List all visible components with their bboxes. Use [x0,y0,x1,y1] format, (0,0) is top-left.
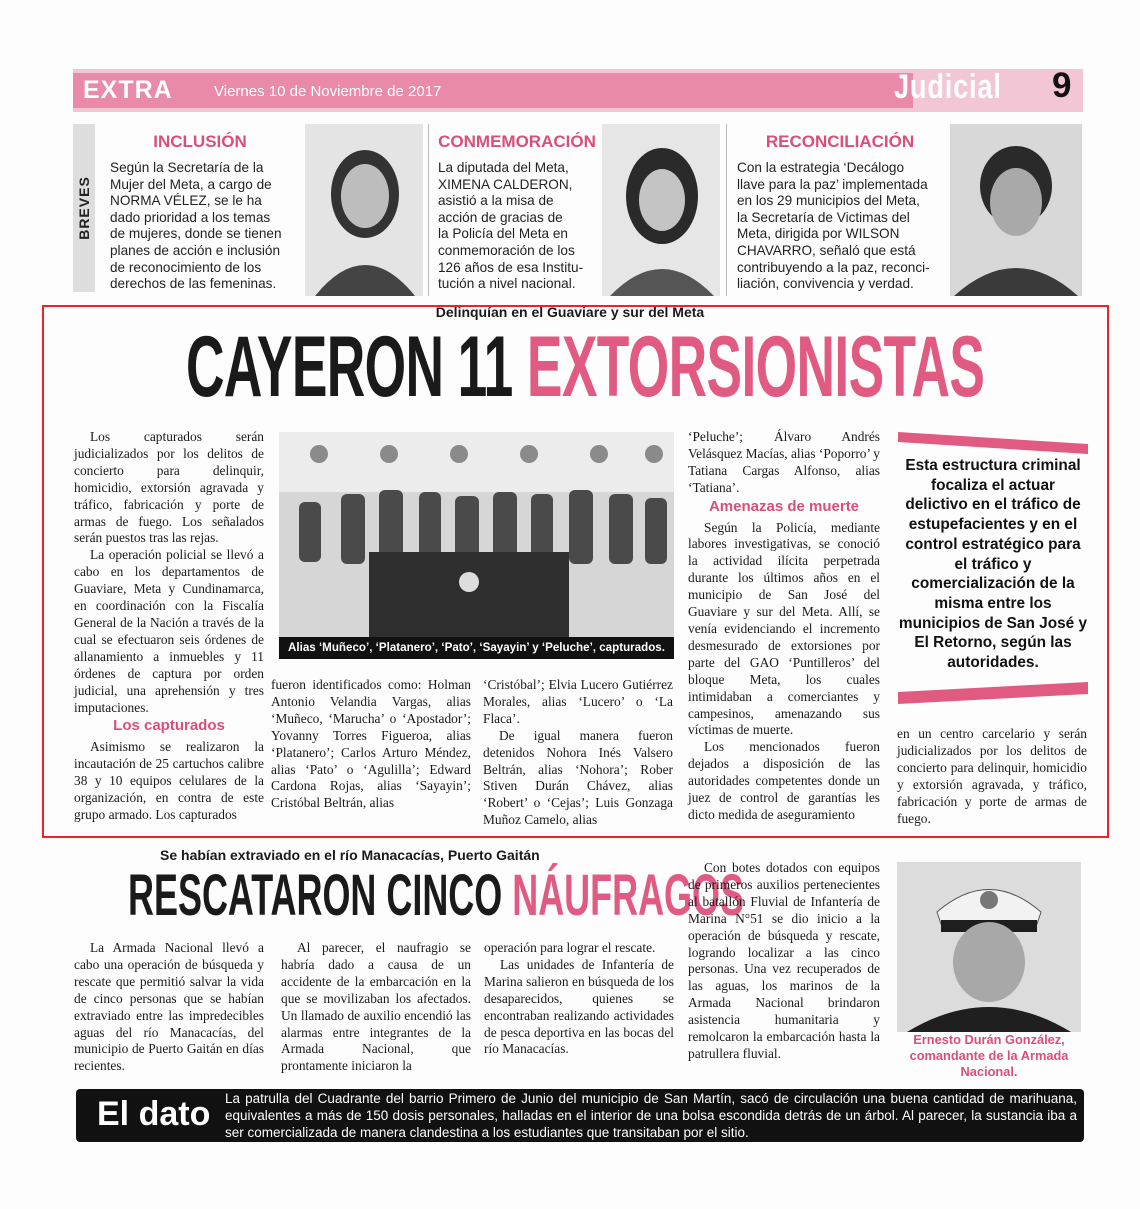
article-column-5: en un centro carcelario y serán judicializados por los delitos de concierto para delinquir, homicidio y extorsión agravada, y tráfico, fabricación y porte de armas de fuego. [897,726,1087,826]
article2-kicker: Se habían extraviado en el río Manacacías, Puerto Gaitán [160,847,540,863]
article-column-3: ‘Cristóbal’; Elvia Lucero Gutiérrez Morales, alias ‘Lucero’ o ‘La Flaca’. De igual manera fueron detenidos Nohora Inés Valsero Beltrán, alias ‘Nohora’; Rober Stiven Durán Chávez, alias ‘Robert’ o ‘Cejas’; Luis Gonzaga Muñoz Camelo, alias [483,677,673,828]
portrait-norma-velez [305,124,423,296]
el-dato-text: La patrulla del Cuadrante del barrio Primero de Junio del municipio de San Martín, sacó de circulación una buena cantidad de marihuana, equivalentes a más de 150 dosis personales, halladas en el interior de una bolsa escondida detrás de un árbol. Al parecer, la sustancia iba a ser comercializada de manera clandestina a los estudiantes que transitaban por el sitio. [225,1091,1077,1140]
article2-column-3: operación para lograr el rescate. Las unidades de Infantería de Marina salieron en búsqueda de los desaparecidos, quienes se encontraban realizando actividades de pesca deportiva en las bocas del río Manacacías. [484,940,674,1057]
subheading-capturados: Los capturados [113,717,225,735]
officer-caption: Ernesto Durán González, comandante de la Armada Nacional. [909,1032,1069,1079]
article2-column-1: La Armada Nacional llevó a cabo una operación de búsqueda y rescate que permitió salvar la vida de cinco personas que se habían extraviado entre las impredecibles aguas del río Manacacías, del municipio de Puerto Gaitán en días recientes. [74,940,264,1074]
issue-date: Viernes 10 de Noviembre de 2017 [214,83,442,100]
pull-quote [898,432,1088,712]
brief-title-conmemoracion: CONMEMORACIÓN [438,132,596,151]
brief-text-inclusion: Según la Secretaría de la Mujer del Meta, a cargo de NORMA VÉLEZ, se le ha dado prioridad a los temas de mujeres, donde se tienen planes de acción e inclusión de reconocimiento de los derechos de las femeninas. [110,160,282,292]
brief-title-reconciliacion: RECONCILIACIÓN [765,132,915,151]
pull-quote-text: Esta estructura criminal focaliza el actuar delictivo en el tráfico de estupefacientes y en el control estratégico para el tráfico y comercialización de la misma entre los municipios de San José y El Retorno, según las autoridades. [898,457,1088,672]
portrait-ximena-calderon [602,124,720,296]
divider [428,124,429,296]
article-column-1: Los capturados serán judicializados por los delitos de concierto para delinquir, homicidio, extorsión agravada y tráfico, fabricación y porte de armas de fuego. Los señalados serán puestos tras las rejas. La operación policial se llevó a cabo en los departamentos de Guaviare, Meta y Cundinamarca, en coordinación con la Fiscalía General de la Nación a través de la cual se efectuaron seis órdenes de allanamiento a inmuebles y 11 órdenes de captura por orden judicial, una aprehensión y tres imputaciones. Los capturados Asimismo se realizaron la incautación de 25 cartuchos calibre 38 y 10 equipos celulares de la organización, en contra de este grupo armado. Los capturados [74,429,264,822]
article2-column-2: Al parecer, el naufragio se habría dado a causa de un accidente de la embarcación en la que se movilizaban los afectados. Un llamado de auxilio encendió las alarmas entre integrantes de la Armada Nacional, que prontamente iniciaron la [281,940,471,1074]
divider [726,124,727,296]
article-column-4: ‘Peluche’; Álvaro Andrés Velásquez Macías, alias ‘Poporro’ y Tatiana Cargas Alfonso, alias ‘Tatiana’. Amenazas de muerte Según la Policía, mediante labores investigativas, se conoció la actividad ilícita perpetrada durante los últimos años en el municipio de San José del Guaviare y sur del Meta. Allí, se venía evidenciando el incremento desmesurado de extorsiones por parte del GAO ‘Puntilleros’ del bloque Meta, los cuales intimidaban a comerciantes y campesinos, amenazando sus víctimas de muerte. Los mencionados fueron dejados a disposición de las autoridades competentes donde un juez de control de garantías les dicto medida de aseguramiento [688,429,880,822]
subheading-amenazas: Amenazas de muerte [708,497,860,515]
breves-label: BREVES [73,124,95,292]
newspaper-logo: EXTRA [83,76,173,104]
article2-column-4: Con botes dotados con equipos de primeros auxilios pertenecientes al batallón Fluvial de Infantería de Marina N°51 se dio inicio a la operación de búsqueda y rescate, logrando localizar a las cinco personas. Una vez recuperados de las aguas, los marinos de la Armada Nacional brindaron asistencia humanitaria y remolcaron la embarcación hasta la patrullera fluvial. [688,860,880,1061]
officer-portrait [897,862,1081,1032]
brief-text-conmemoracion: La diputada del Meta, XIMENA CALDERON, asistió a la misa de acción de gracias de la Policía del Meta en conmemoración de los 126 años de esa Institu- tución a nivel nacional. [438,160,584,292]
section-title: Judicial [894,68,1002,106]
article-headline: CAYERON 11 EXTORSIONISTAS [186,319,985,415]
article-column-2: fueron identificados como: Holman Antonio Velandia Vargas, alias ‘Muñeco, ‘Marucha’ o ‘Apostador’; Yovanny Torres Figueroa, alias ‘Platanero’; Carlos Arturo Méndez, alias ‘Pato’ o ‘Agulilla’; Edward Cardona Rojas, alias ‘Sayayin’; Cristóbal Beltrán, alias [271,677,471,811]
portrait-wilson-chavarro [950,124,1082,296]
page-number: 9 [1052,66,1072,105]
el-dato-label: El dato [97,1095,211,1133]
captured-suspects-photo [279,432,674,658]
photo-caption: Alias ‘Muñeco’, ‘Platanero’, ‘Pato’, ‘Sayayin’ y ‘Peluche’, capturados. [279,637,674,659]
article2-headline: RESCATARON CINCO NÁUFRAGOS [128,863,744,928]
article-kicker: Delinquían en el Guaviare y sur del Meta [435,304,705,320]
brief-title-inclusion: INCLUSIÓN [153,132,247,151]
brief-text-reconciliacion: Con la estrategia ‘Decálogo llave para la paz’ implementada en los 29 municipios del Meta, la Secretaría de Victimas del Meta, dirigida por WILSON CHAVARRO, señaló que está contribuyendo a la paz, reconci- liación, convivencia y verdad. [737,160,930,292]
